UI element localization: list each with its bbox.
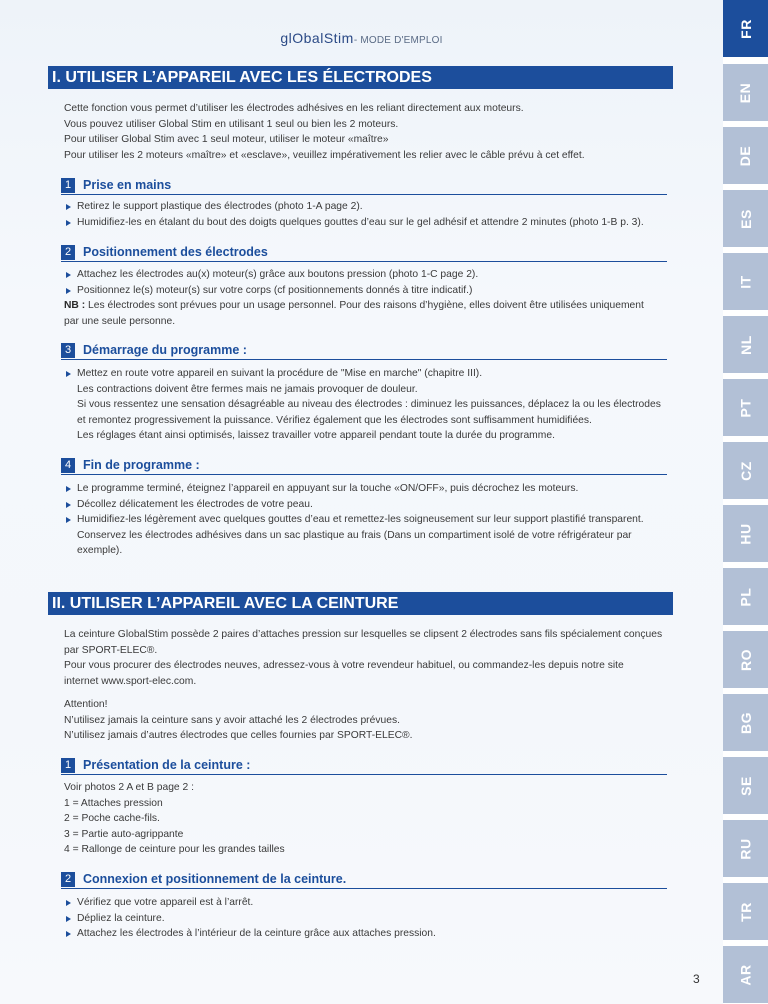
- lang-tab-pl[interactable]: PL: [723, 568, 768, 625]
- subheading-title: Connexion et positionnement de la ceinture.: [83, 872, 347, 886]
- brand-logo: glObalStim: [280, 30, 354, 46]
- subheading-fin-programme: [61, 458, 667, 475]
- subheading-connexion: [61, 872, 667, 889]
- lang-tab-nl[interactable]: NL: [723, 316, 768, 373]
- subheading-title: Démarrage du programme :: [83, 343, 247, 357]
- list-item: Attachez les électrodes au(x) moteur(s) grâce aux boutons pression (photo 1-C page 2).: [64, 267, 672, 283]
- list-item: Vérifiez que votre appareil est à l’arrêt.: [64, 895, 672, 911]
- subheading-title: Fin de programme :: [83, 458, 200, 472]
- page-header: [0, 30, 723, 46]
- list-item: Positionnez le(s) moteur(s) sur votre corps (cf positionnements donnés à titre indicatif.): [64, 283, 672, 299]
- intro-line: Vous pouvez utiliser Global Stim en utilisant 1 seul ou bien les 2 moteurs.: [64, 118, 399, 130]
- lang-tab-cz[interactable]: CZ: [723, 442, 768, 499]
- step-number: 2: [61, 245, 75, 260]
- lang-tab-hu[interactable]: HU: [723, 505, 768, 562]
- bullet-list: [64, 481, 672, 559]
- lang-tab-se[interactable]: SE: [723, 757, 768, 814]
- step-number: 1: [61, 178, 75, 193]
- section-2-intro: La ceinture GlobalStim possède 2 paires d’attaches pression sur lesquelles se clipsent 2 électrodes sans fils spécialement conçues par SPORT-ELEC®. Pour vous procurer des électrodes neuves, adressez-vous à votre revendeur habituel, ou commandez-les depuis notre site internet www.sport-elec.com.: [64, 629, 663, 687]
- bullet-list: [64, 199, 672, 230]
- list-item: Attachez les électrodes à l’intérieur de la ceinture grâce aux attaches pression.: [64, 926, 672, 942]
- subheading-prise-en-mains: [61, 178, 667, 195]
- lang-tab-pt[interactable]: PT: [723, 379, 768, 436]
- list-item: Humidifiez-les légèrement avec quelques gouttes d’eau et remettez-les soigneusement sur leur support plastifié transparent. Conservez les électrodes adhésives dans un sac plastique au frais (Dans un compartiment isolé de votre réfrigérateur par exemple).: [64, 512, 672, 559]
- subheading-title: Positionnement des électrodes: [83, 245, 268, 259]
- list-item: Mettez en route votre appareil en suivant la procédure de "Mise en marche" (chapitre III). Les contractions doivent être fermes mais ne jamais provoquer de douleur. Si vous ressentez une sensation désagréable au niveau des électrodes : diminuez les puissances, déplacez la ou les électrodes et remontez progressivement la puissance. Vérifiez également que les électrodes sont suffisamment humidifiées. Les réglages étant ainsi optimisés, laissez travailler votre appareil pendant toute la durée du programme.: [64, 366, 672, 444]
- step-number: 3: [61, 343, 75, 358]
- lang-tab-en[interactable]: EN: [723, 64, 768, 121]
- subheading-title: Présentation de la ceinture :: [83, 758, 251, 772]
- section-1-title: I. UTILISER L’APPAREIL AVEC LES ÉLECTRODES: [48, 66, 673, 89]
- lang-tab-ro[interactable]: RO: [723, 631, 768, 688]
- attention-note: Attention! N’utilisez jamais la ceinture sans y avoir attaché les 2 électrodes prévues. N’utilisez jamais d’autres électrodes que celles fournies par SPORT-ELEC®.: [64, 699, 413, 742]
- list-item: Décollez délicatement les électrodes de votre peau.: [64, 497, 672, 513]
- subheading-positionnement: [61, 245, 667, 262]
- lang-tab-ar[interactable]: AR: [723, 946, 768, 1003]
- list-item: Humidifiez-les en étalant du bout des doigts quelques gouttes d’eau sur le gel adhésif et attendre 2 minutes (photo 1-B p. 3).: [64, 215, 672, 231]
- subheading-title: Prise en mains: [83, 178, 172, 192]
- section-2-title: II. UTILISER L’APPAREIL AVEC LA CEINTURE: [48, 592, 673, 615]
- lang-tab-ru[interactable]: RU: [723, 820, 768, 877]
- intro-line: Pour utiliser les 2 moteurs «maître» et «esclave», veuillez impérativement les relier avec le câble prévu à cet effet.: [64, 149, 585, 161]
- nb-note-line: par une seule personne.: [64, 315, 176, 327]
- header-subtitle: - MODE D'EMPLOI: [353, 35, 443, 46]
- intro-line: Pour utiliser Global Stim avec 1 seul moteur, utiliser le moteur «maître»: [64, 134, 389, 146]
- lang-tab-es[interactable]: ES: [723, 190, 768, 247]
- list-item: Dépliez la ceinture.: [64, 911, 672, 927]
- lang-tab-tr[interactable]: TR: [723, 883, 768, 940]
- bullet-list: [64, 895, 672, 942]
- lang-tab-it[interactable]: IT: [723, 253, 768, 310]
- section-1-intro: [64, 101, 674, 163]
- belt-parts-list: Voir photos 2 A et B page 2 : 1 = Attaches pression 2 = Poche cache-fils. 3 = Partie auto-agrippante 4 = Rallonge de ceinture pour les grandes tailles: [64, 782, 285, 856]
- page-number: 3: [693, 972, 700, 986]
- step-number: 2: [61, 872, 75, 887]
- lang-tab-bg[interactable]: BG: [723, 694, 768, 751]
- language-sidebar: [723, 0, 768, 1004]
- lang-tab-fr[interactable]: FR: [723, 0, 768, 57]
- list-item: Retirez le support plastique des électrodes (photo 1-A page 2).: [64, 199, 672, 215]
- bullet-list: [64, 366, 672, 444]
- nb-label: NB :: [64, 300, 86, 312]
- intro-line: Cette fonction vous permet d’utiliser les électrodes adhésives en les reliant directement aux moteurs.: [64, 103, 524, 114]
- subheading-presentation-ceinture: [61, 758, 667, 775]
- step-number: 4: [61, 458, 75, 473]
- lang-tab-de[interactable]: DE: [723, 127, 768, 184]
- bullet-list: [64, 267, 672, 329]
- list-item: Le programme terminé, éteignez l’appareil en appuyant sur la touche «ON/OFF», puis décrochez les moteurs.: [64, 481, 672, 497]
- subheading-demarrage: [61, 343, 667, 360]
- nb-note: NB : Les électrodes sont prévues pour un usage personnel. Pour des raisons d’hygiène, elles doivent être utilisées uniquement: [64, 300, 644, 312]
- step-number: 1: [61, 758, 75, 773]
